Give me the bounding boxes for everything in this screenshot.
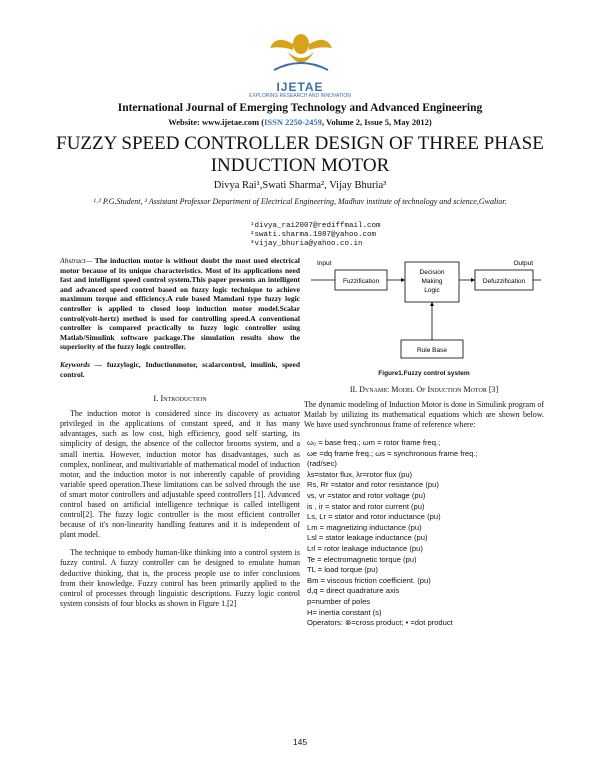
symbol-line: Lsl = stator leakage inductance (pu) [307,533,428,543]
email-3[interactable]: ³vijay_bhuria@yahoo.co.in [250,240,363,248]
title-line-2: INDUCTION MOTOR [210,155,390,176]
section-heading-introduction: I. Introduction [153,393,207,404]
issn-link[interactable]: ISSN 2250-2459 [264,117,322,127]
logo-tagline: EXPLORING RESEARCH AND INNOVATION [249,93,351,99]
journal-name: International Journal of Emerging Technology and Advanced Engineering [117,102,483,114]
left-column [60,256,300,609]
keywords-text: — fuzzylogic, Inductionmotor, scalarcontrol, imulink, speed control. [60,359,300,379]
symbol-line: ωe =dq frame freq.; ωs = synchronous frame freq.; [307,448,478,458]
page-number: 145 [292,737,308,747]
section2-paragraph: The dynamic modeling of Induction Motor is done in Simulink program of Matlab by utilizing its mathematical equations which are shown below. We have used synchronous frame of reference where: [304,400,544,430]
paper-title [0,133,600,177]
decision-label-2: Making [421,278,443,285]
fuzzy-control-diagram [305,256,545,364]
defuzzification-label: Defuzzification [482,278,526,285]
decision-label-3: Logic [424,287,440,294]
symbol-line: d,q = direct quadrature axis [307,586,400,596]
symbol-line: Rs, Rr =stator and rotor resistance (pu) [307,480,439,490]
symbol-definitions [307,438,547,629]
affiliation: ¹˒² P.G.Student, ³ Assistant Professor Department of Electrical Engineering, Madhav institute of technology and science,Gwalior. [93,197,507,206]
symbol-line: Lm = magnetizing inductance (pu) [307,522,422,532]
section-heading-dynamic-model: II. Dynamic Model Of Induction Motor [3] [349,385,499,394]
symbol-line: vs, vr =stator and rotor voltage (pu) [307,490,426,500]
website-prefix: Website: www.ijetae.com ( [168,117,265,127]
symbol-line: Bm = viscous friction coefficient. (pu) [307,575,431,585]
rule-base-label: Rule Base [417,347,447,354]
abstract [60,256,300,352]
logo-name: IJETAE [276,80,324,94]
intro-paragraph-2: The technique to embody human-like thinking into a control system is fuzzy control. A fuzzy controller can be designed to emulate human deductive thinking, that is, the process people use to infer conclusions from their knowledge. Fuzzy control has been primarily applied to the control of processes through linguistic descriptions. Fuzzy logic control system consists of four blocks as shown in Figure 1.[2] [60,548,300,608]
diagram-input-label: Input [317,260,332,267]
symbol-line: p=number of poles [307,596,371,606]
diagram-output-label: Output [513,260,533,267]
author-list: Divya Rai¹,Swati Sharma², Vijay Bhuria³ [213,180,387,191]
symbol-line: ω₀ = base freq.; ωm = rotor frame freq.; [307,438,441,447]
symbol-line: Te = electromagnetic torque (pu) [307,554,417,564]
figure-caption: Figure1.Fuzzy control system [378,370,470,377]
decision-label-1: Decision [419,269,445,276]
symbol-line: Ls, Lr = stator and rotor inductance (pu) [307,512,441,522]
email-1[interactable]: ¹divya_rai2007@rediffmail.com [250,222,381,230]
abstract-text: The induction motor is without doubt the most used electrical motor because of its unique characteristics. Most of its applications need fast and intelligent speed control system.This paper presents an intelligent and advanced speed control based on fuzzy logic technique to achieve maximum torque and efficiency.A rule based Mamdani type fuzzy logic controller is applied to closed loop induction motor model.Scalar control(volt-hertz) method is used for controlling speed.A conventional controller is compared practically to fuzzy logic controller using Matlab/Simulink software package.The simulation results show the superiority of the fuzzy logic controller. [60,256,300,352]
symbol-line: H= inertia constant (s) [307,607,382,617]
keywords [60,360,300,379]
intro-paragraph-1: The induction motor is considered since its discovery as actuator privileged in the applications of constant speed, and it has many advantages, such as low cost, high efficiency, good self starting, its simplicity of design, the absence of the collector brooms system, and a small inertia. However, induction motor has disadvantages, such as complex, nonlinear, and multivariable of mathematical model of induction motor, and the induction motor is not inherently capable of providing variable speed operation.These limitations can be solved through the use of smart motor controllers and adjustable speed controllers [1]. Advanced control based on artificial intelligence technique is called intelligent control[2]. The fuzzy logic controller is the most efficient controller because of it's non-linearity handling features and it is independent of plant model. [60,409,300,540]
website-suffix: , Volume 2, Issue 5, May 2012) [321,117,432,127]
symbol-line: Lrl = rotor leakage inductance (pu) [307,543,423,553]
keywords-label: Keywords [60,359,90,369]
title-line-1: FUZZY SPEED CONTROLLER DESIGN OF THREE PHASE [56,133,544,154]
symbol-line: λs=stator flux, λr=rotor flux (pu) [307,469,413,479]
abstract-label: Abstract— [60,256,93,265]
symbol-line: (rad/sec) [307,459,337,469]
journal-website [0,117,600,127]
email-2[interactable]: ²swati.sharma.1987@yahoo.com [250,231,377,239]
symbol-line: Operators: ⊗=cross product; • =dot product [307,618,453,628]
symbol-line: is , ir = stator and rotor current (pu) [307,501,425,511]
fuzzification-label: Fuzzification [342,278,380,285]
symbol-line: TL = load torque (pu) [307,565,378,575]
